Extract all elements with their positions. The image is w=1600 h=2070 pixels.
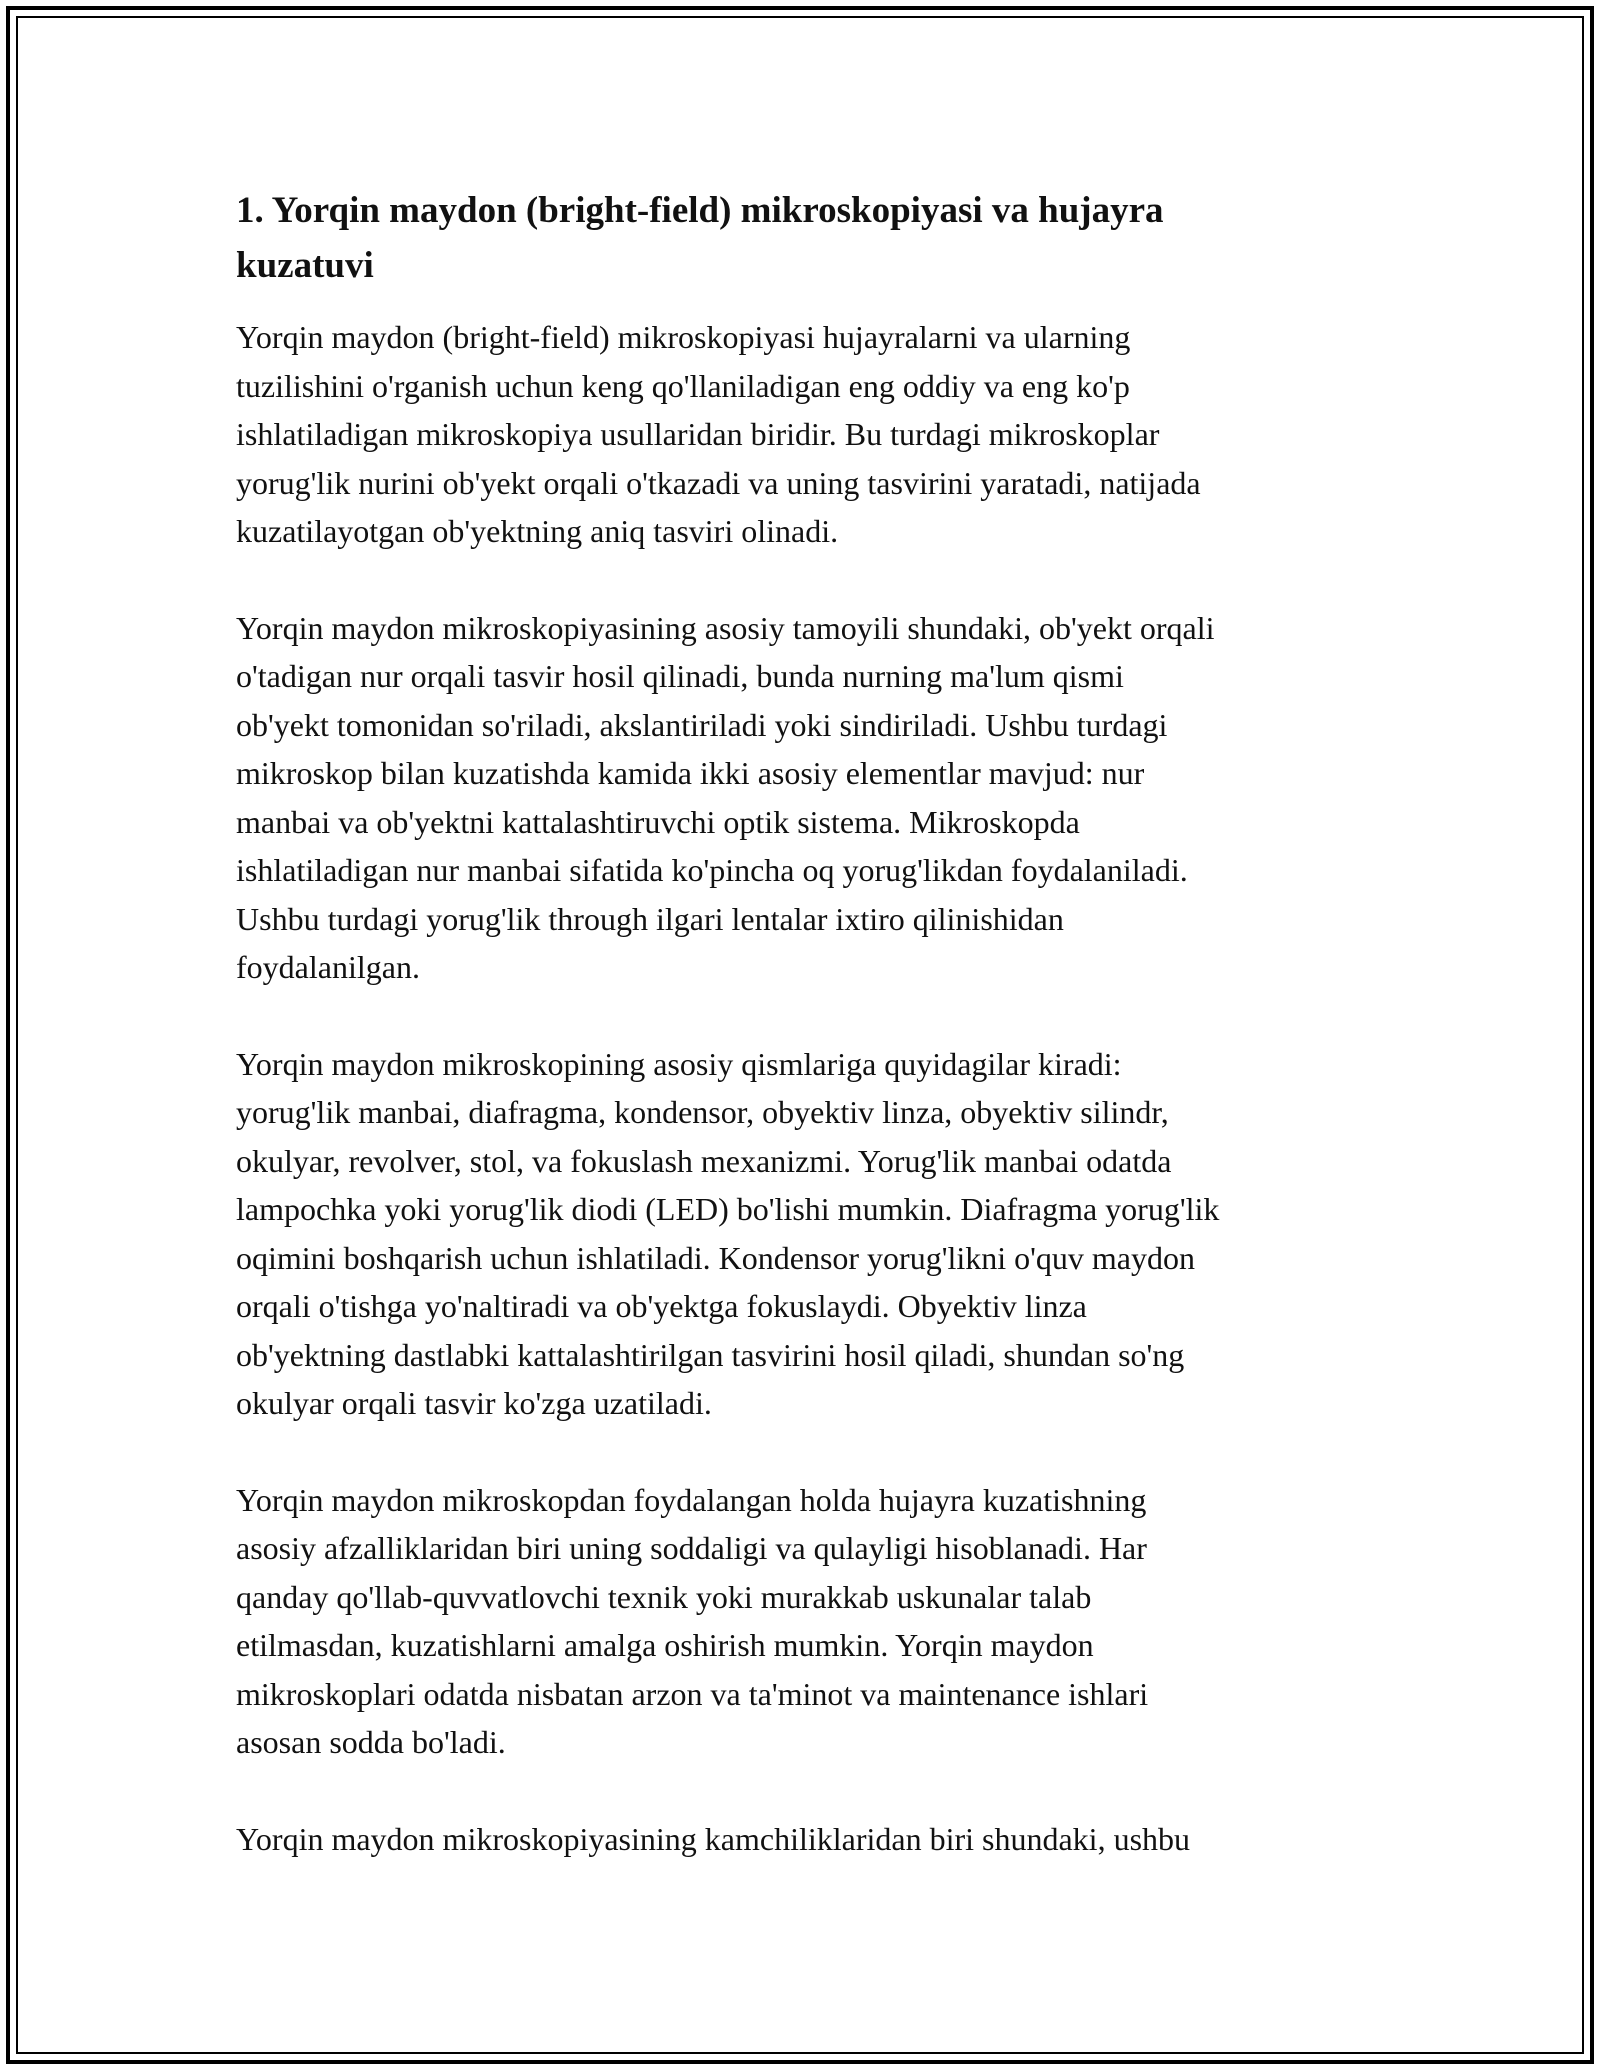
paragraph-components <box>236 1040 1366 1428</box>
paragraph-line: orqali o'tishga yo'naltiradi va ob'yektga fokuslaydi. Obyektiv linza <box>236 1288 1087 1324</box>
paragraph-line: mikroskop bilan kuzatishda kamida ikki asosiy elementlar mavjud: nur <box>236 755 1145 791</box>
section-heading-line: kuzatuvi <box>236 245 374 286</box>
paragraph-line: o'tadigan nur orqali tasvir hosil qilinadi, bunda nurning ma'lum qismi <box>236 658 1124 694</box>
paragraph-line: mikroskoplari odatda nisbatan arzon va ta'minot va maintenance ishlari <box>236 1675 1149 1712</box>
paragraph-advantages <box>236 1476 1366 1767</box>
section-heading <box>236 183 1366 293</box>
paragraph-line: Yorqin maydon (bright-field) mikroskopiyasi hujayralarni va ularning <box>236 319 1131 355</box>
paragraph-line: foydalanilgan. <box>236 949 420 985</box>
paragraph-line: ob'yektning dastlabki kattalashtirilgan tasvirini hosil qiladi, shundan so'ng <box>236 1336 1185 1373</box>
paragraph-line: ishlatiladigan nur manbai sifatida ko'pincha oq yorug'likdan foydalaniladi. <box>236 852 1188 888</box>
paragraph-line: okulyar orqali tasvir ko'zga uzatiladi. <box>236 1385 712 1421</box>
paragraph-line: lampochka yoki yorug'lik diodi (LED) bo'lishi mumkin. Diafragma yorug'lik <box>236 1191 1220 1227</box>
paragraph-line: okulyar, revolver, stol, va fokuslash mexanizmi. Yorug'lik manbai odatda <box>236 1142 1172 1179</box>
paragraph-line: Yorqin maydon mikroskopining asosiy qismlariga quyidagilar kiradi: <box>236 1045 1122 1082</box>
document-body <box>236 183 1366 1911</box>
paragraph-line: Yorqin maydon mikroskopiyasining kamchiliklaridan biri shundaki, ushbu <box>236 1820 1191 1857</box>
paragraph-line: manbai va ob'yektni kattalashtiruvchi optik sistema. Mikroskopda <box>236 803 1080 840</box>
paragraph-disadvantages <box>236 1815 1366 1864</box>
section-heading-line: 1. Yorqin maydon (bright-field) mikroskopiyasi va hujayra <box>236 190 1164 231</box>
paragraph-line: ob'yekt tomonidan so'riladi, akslantiriladi yoki sindiriladi. Ushbu turdagi <box>236 706 1168 743</box>
paragraph-line: oqimini boshqarish uchun ishlatiladi. Kondensor yorug'likni o'quv maydon <box>236 1239 1195 1276</box>
paragraph-line: Yorqin maydon mikroskopdan foydalangan holda hujayra kuzatishning <box>236 1481 1147 1518</box>
paragraph-line: Yorqin maydon mikroskopiyasining asosiy tamoyili shundaki, ob'yekt orqali <box>236 609 1215 646</box>
paragraph-line: yorug'lik nurini ob'yekt orqali o'tkazadi va uning tasvirini yaratadi, natijada <box>236 464 1201 501</box>
paragraph-principle <box>236 604 1366 992</box>
paragraph-intro <box>236 313 1366 556</box>
paragraph-line: kuzatilayotgan ob'yektning aniq tasviri olinadi. <box>236 513 839 549</box>
paragraph-line: qanday qo'llab-quvvatlovchi texnik yoki murakkab uskunalar talab <box>236 1578 1092 1615</box>
paragraph-line: yorug'lik manbai, diafragma, kondensor, obyektiv linza, obyektiv silindr, <box>236 1094 1169 1130</box>
paragraph-line: ishlatiladigan mikroskopiya usullaridan biridir. Bu turdagi mikroskoplar <box>236 416 1160 452</box>
paragraph-line: tuzilishini o'rganish uchun keng qo'llaniladigan eng oddiy va eng ko'p <box>236 367 1130 404</box>
paragraph-line: etilmasdan, kuzatishlarni amalga oshirish mumkin. Yorqin maydon <box>236 1627 1094 1663</box>
paragraph-line: asosiy afzalliklaridan biri uning soddaligi va qulayligi hisoblanadi. Har <box>236 1530 1147 1566</box>
paragraph-line: Ushbu turdagi yorug'lik through ilgari lentalar ixtiro qilinishidan <box>236 900 1064 937</box>
paragraph-line: asosan sodda bo'ladi. <box>236 1724 506 1760</box>
